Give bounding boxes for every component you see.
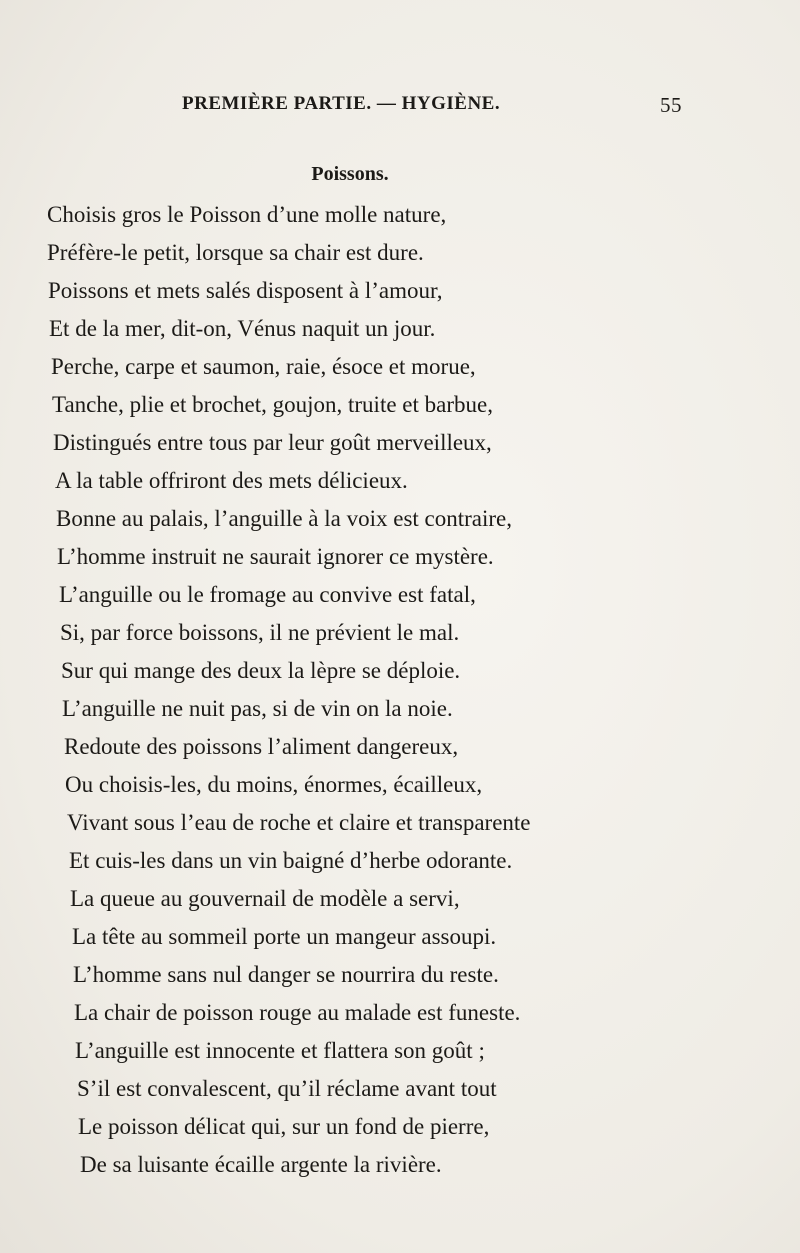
verse-line: Vivant sous l’eau de roche et claire et transparente [67, 810, 531, 835]
verse-line: Sur qui mange des deux la lèpre se déploie. [61, 658, 461, 683]
verse-line: Préfère-le petit, lorsque sa chair est dure. [47, 240, 424, 265]
verse-line: Ou choisis-les, du moins, énormes, écailleux, [65, 772, 483, 797]
verse-line: Perche, carpe et saumon, raie, ésoce et morue, [51, 354, 476, 379]
verse-line: S’il est convalescent, qu’il réclame avant tout [77, 1076, 497, 1101]
verse-line: L’anguille ne nuit pas, si de vin on la noie. [62, 696, 453, 721]
verse-line: Distingués entre tous par leur goût merveilleux, [53, 430, 492, 455]
verse-line: Redoute des poissons l’aliment dangereux, [64, 734, 459, 759]
verse-line: Et cuis-les dans un vin baigné d’herbe odorante. [69, 848, 513, 873]
verse-line: Choisis gros le Poisson d’une molle nature, [47, 202, 447, 227]
verse-line: De sa luisante écaille argente la rivière. [80, 1152, 442, 1177]
verse-line: Tanche, plie et brochet, goujon, truite et barbue, [52, 392, 493, 417]
verse-line: L’anguille est innocente et flattera son goût ; [75, 1038, 485, 1063]
verse-line: L’anguille ou le fromage au convive est fatal, [59, 582, 476, 607]
section-title: Poissons. [311, 163, 389, 185]
verse-line: A la table offriront des mets délicieux. [55, 468, 408, 493]
verse-line: Bonne au palais, l’anguille à la voix est contraire, [56, 506, 513, 531]
verse-line: Poissons et mets salés disposent à l’amour, [48, 278, 443, 303]
verse-line: La tête au sommeil porte un mangeur assoupi. [72, 924, 497, 949]
verse-line: La queue au gouvernail de modèle a servi, [70, 886, 460, 911]
page-number: 55 [660, 93, 682, 117]
running-title: PREMIÈRE PARTIE. — HYGIÈNE. [182, 93, 501, 114]
verse-line: Si, par force boissons, il ne prévient le mal. [60, 620, 460, 645]
verse-line: Et de la mer, dit-on, Vénus naquit un jour. [49, 316, 436, 341]
verse-line: L’homme instruit ne saurait ignorer ce mystère. [57, 544, 494, 569]
verse-line: La chair de poisson rouge au malade est funeste. [74, 1000, 521, 1025]
verse-line: L’homme sans nul danger se nourrira du reste. [73, 962, 499, 987]
verse-line: Le poisson délicat qui, sur un fond de pierre, [78, 1114, 490, 1139]
